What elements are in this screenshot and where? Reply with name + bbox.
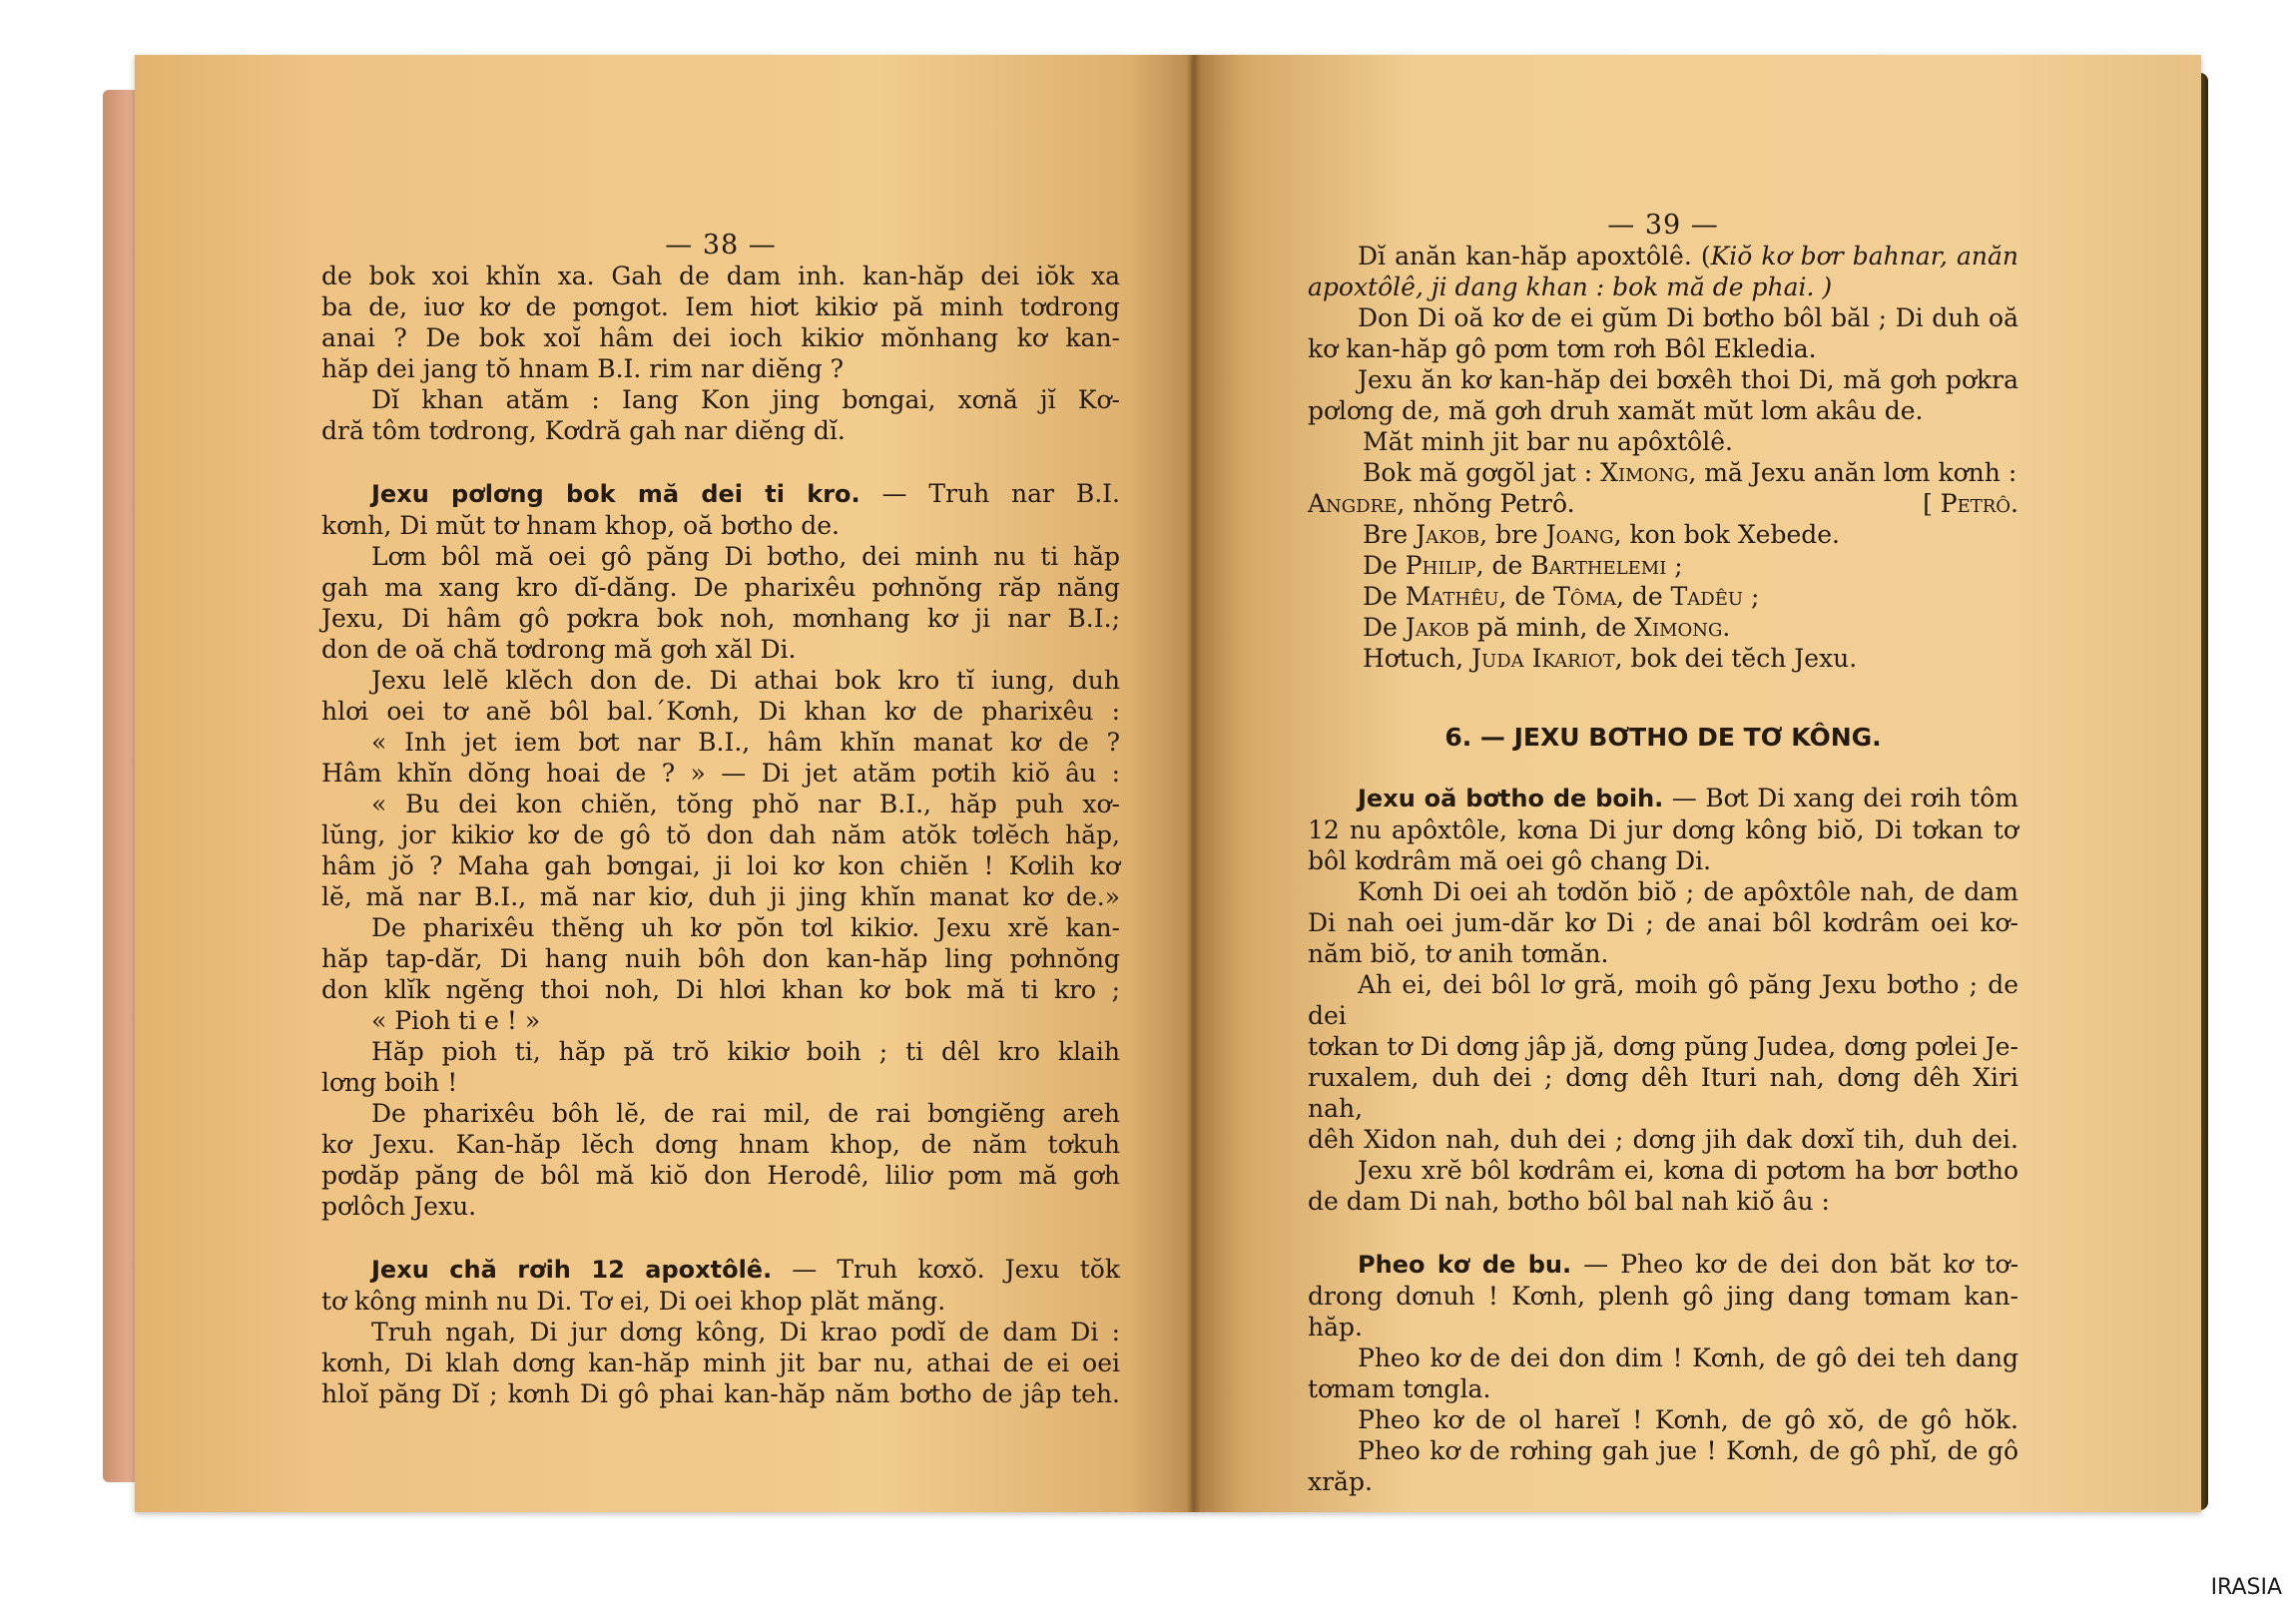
text-fragment: , nhŏng Petrô.	[1397, 489, 1575, 518]
text-fragment: Bre	[1363, 520, 1417, 549]
apostle-name: Ximong	[1600, 458, 1689, 487]
text-fragment: , de	[1475, 551, 1531, 580]
text-line: Ah ei, dei bôl lơ gră, moih gô păng Jexu bơtho ; de dei	[1308, 970, 2018, 1030]
text-line: « Inh jet iem bơt nar B.I., hâm khĭn manat kơ de ?	[371, 728, 1120, 757]
text-line: hăp dei jang tŏ hnam B.I. rim nar diĕng ?	[321, 354, 845, 383]
text-line: hlơi oei tơ anĕ bôl bal.´Kơnh, Di khan kơ de pharixêu :	[321, 697, 1120, 726]
text-line: Lơm bôl mă oei gô păng Di bơtho, dei minh nu ti hăp	[371, 542, 1120, 571]
apostle-name: Jakob	[1416, 520, 1480, 549]
section-title: Jexu pơlơng bok mă dei ti kro.	[371, 480, 861, 508]
text-line: tơ kông minh nu Di. Tơ ei, Di oei khop plăt măng.	[321, 1287, 946, 1316]
page-number-38: — 38 —	[665, 230, 777, 261]
text-line: bôl kơdrâm mă oei gô chang Di.	[1308, 846, 1712, 875]
apostle-name: Tôma	[1553, 582, 1616, 611]
text-line: Hâm khĭn dŏng hoai de ? » — Di jet atăm pơtih kiŏ âu :	[321, 759, 1120, 788]
text-line: « Bu dei kon chiĕn, tŏng phŏ nar B.I., hăp puh xơ-	[371, 790, 1120, 818]
book-gutter	[1187, 55, 1201, 1512]
text-line: — Bơt Di xang dei rơih tôm	[1663, 784, 2018, 812]
text-line	[1308, 241, 2018, 271]
text-fragment: , mă Jexu anăn lơm kơnh :	[1688, 458, 2017, 487]
text-line: pơdăp păng de bôl mă kiŏ don Herodê, liliơ pơm mă gơh	[321, 1161, 1120, 1190]
text-line: kơnh, Di klah dơng kan-hăp minh jit bar nu, athai de ei oei	[321, 1348, 1120, 1377]
text-fragment: , bok dei tĕch Jexu.	[1614, 644, 1858, 673]
right-page-text	[1308, 210, 2018, 1497]
left-page-text	[321, 230, 1120, 1409]
apostle-line	[1308, 519, 2018, 550]
text-line: kơ kan-hăp gô pơm tơm rơh Bôl Ekledia.	[1308, 334, 1817, 363]
text-line: lĕ, mă nar B.I., mă nar kiơ, duh ji jing khĭn manat kơ de.»	[321, 882, 1120, 911]
text-line: gah ma xang kro dĭ-dăng. De pharixêu pơhnŏng răp năng	[321, 573, 1120, 602]
text-line: de dam Di nah, bơtho bôl bal nah kiŏ âu :	[1308, 1187, 1830, 1216]
chapter-title: 6. — JEXU BƠTHO DE TƠ KÔNG.	[1444, 723, 1882, 752]
text-line: 12 nu apôxtôle, kơna Di jur dơng kông biŏ, Di tơkan tơ	[1308, 815, 2018, 844]
text-line: tơkan tơ Di dơng jâp jă, dơng pŭng Judea, dơng pơlei Je-	[1308, 1032, 2018, 1061]
text-line: Pheo kơ de rơhing gah jue ! Kơnh, de gô phĭ, de gô xrăp.	[1308, 1436, 2018, 1496]
text-line: anai ? De bok xoĭ hâm dei ioch kikiơ mŏnhang kơ kan-	[321, 323, 1120, 352]
apostle-line	[1308, 550, 2018, 581]
text-line: — Pheo kơ de dei don băt kơ tơ-	[1571, 1250, 2019, 1279]
text-fragment: Dĭ anăn kan-hăp apoxtôlê. (	[1358, 242, 1711, 270]
text-fragment: , kon bok Xebede.	[1613, 520, 1841, 549]
text-fragment: ;	[1666, 551, 1683, 580]
text-line: tơmam tơngla.	[1308, 1374, 1491, 1403]
text-line: drong dơnuh ! Kơnh, plenh gô jing dang tơmam kan-hăp.	[1308, 1282, 2018, 1342]
apostle-name: Joang	[1545, 520, 1614, 549]
text-line: Don Di oă kơ de ei gŭm Di bơtho bôl băl ; Di duh oă	[1358, 303, 2018, 332]
apostle-name: Juda Ikariot	[1471, 644, 1615, 673]
text-line: — Truh kơxŏ. Jexu tŏk	[772, 1255, 1120, 1284]
section-title: Jexu chă rơih 12 apoxtôlê.	[371, 1256, 773, 1284]
text-line: don klĭk ngĕng thoi noh, Di hlơi khan kơ bok mă ti kro ;	[321, 975, 1120, 1004]
text-line: hâm jŏ ? Maha gah bơngai, ji loi kơ kon chiĕn ! Kơlih kơ	[321, 851, 1120, 880]
section-paragraph	[1308, 783, 2018, 814]
text-line: Di nah oei jum-dăr kơ Di ; de anai bôl kơdrâm oei kơ-	[1308, 908, 2018, 937]
text-fragment: , bre	[1479, 520, 1546, 549]
apostle-name: Angdre	[1308, 489, 1398, 518]
text-line: dêh Xidon nah, duh dei ; dơng jih dak dơxĭ tih, duh dei.	[1308, 1125, 2018, 1154]
apostle-name: Barthelemi	[1530, 551, 1667, 580]
apostle-line	[1308, 457, 2018, 488]
text-line: De pharixêu thĕng uh kơ pŏn tơl kikiơ. Jexu xrĕ kan-	[371, 913, 1120, 942]
text-line: dră tôm tơdrong, Kơdră gah nar diĕng dĭ.	[321, 416, 846, 445]
text-line: Dĭ khan atăm : Iang Kon jing bơngai, xơnă jĭ Kơ-	[371, 385, 1120, 414]
text-line: Măt minh jit bar nu apôxtôlê.	[1363, 427, 1733, 456]
text-fragment: Hơtuch,	[1363, 644, 1471, 673]
text-line: kơ Jexu. Kan-hăp lĕch dơng hnam khop, de năm tơkuh	[321, 1130, 1120, 1159]
text-line: don de oă chă tơdrong mă gơh xăl Di.	[321, 635, 797, 664]
section-title: Pheo kơ de bu.	[1358, 1251, 1572, 1279]
text-line: Truh ngah, Di jur dơng kông, Di krao pơdĭ de dam Di :	[371, 1318, 1120, 1346]
text-line: Hăp pioh ti, hăp pă trŏ kikiơ boih ; ti dêl kro klaih	[371, 1037, 1120, 1066]
watermark-label: IRASIA	[2210, 1575, 2282, 1600]
apostle-name: Philip	[1405, 551, 1476, 580]
text-line: Pheo kơ de dei don dim ! Kơnh, de gô dei teh dang	[1358, 1343, 2018, 1372]
text-line: de bok xoi khǐn xa. Gah de dam inh. kan-hăp dei iŏk xa	[321, 262, 1120, 290]
italic-note: Kiŏ kơ bơr bahnar, anăn	[1710, 242, 2018, 270]
text-line: hăp tap-dăr, Di hang nuih bôh don kan-hăp ling pơhnŏng	[321, 944, 1120, 973]
text-line: Pheo kơ de ol hareĭ ! Kơnh, de gô xŏ, de gô hŏk.	[1358, 1405, 2018, 1434]
text-line: ruxalem, duh dei ; dơng dêh Ituri nah, dơng dêh Xiri nah,	[1308, 1063, 2018, 1123]
apostle-name: [ Petrô.	[1923, 489, 2018, 518]
text-line: ba de, iuơ kơ de pơngot. Iem hiơt kikiơ pă minh tơdrong	[321, 292, 1120, 321]
text-line: De pharixêu bôh lĕ, de rai mil, de rai bơngiĕng areh	[371, 1099, 1120, 1128]
text-line: lơng boih !	[321, 1068, 458, 1097]
apostle-line: De Mathêu, de Tôma, de Tadêu ;	[1363, 582, 1760, 611]
text-line: lŭng, jor kikiơ kơ de gô tŏ don dah năm atŏk tơlĕch hăp,	[321, 820, 1120, 849]
text-line: Jexu lelĕ klĕch don de. Di athai bok kro tĭ iung, duh	[371, 666, 1120, 695]
text-line: Kơnh Di oei ah tơdŏn biŏ ; de apôxtôle nah, de dam	[1358, 877, 2018, 906]
apostle-line: De Jakob pă minh, de Ximong.	[1363, 613, 1731, 642]
apostle-line-left	[1308, 488, 1575, 519]
apostle-line	[1308, 488, 2018, 519]
apostle-name: Jakob	[1405, 613, 1469, 642]
page-number-39: — 39 —	[1607, 210, 1719, 241]
text-line: Jexu xrĕ bôl kơdrâm ei, kơna di pơtơm ha bơr bơtho	[1358, 1156, 2018, 1185]
text-line: « Pioh ti e ! »	[371, 1006, 541, 1035]
text-line: Jexu ăn kơ kan-hăp dei bơxêh thoi Di, mă gơh pơkra	[1358, 365, 2018, 394]
text-line: Jexu, Di hâm gô pơkra bok noh, mơnhang kơ ji nar B.I.;	[321, 604, 1120, 633]
section-title: Jexu oă bơtho de boih.	[1358, 785, 1664, 812]
apostle-name: Ximong	[1634, 613, 1723, 642]
apostle-name: Tadêu	[1670, 582, 1744, 611]
text-line: hloĭ păng Dĭ ; kơnh Di gô phai kan-hăp năm bơtho de jâp teh.	[321, 1379, 1120, 1408]
section-paragraph	[1308, 1249, 2018, 1281]
text-line: — Truh nar B.I.	[860, 479, 1120, 508]
text-line: năm biŏ, tơ anih tơmăn.	[1308, 939, 1609, 968]
text-line: kơnh, Di mŭt tơ hnam khop, oă bơtho de.	[321, 511, 840, 540]
apostle-name: Mathêu	[1405, 582, 1499, 611]
text-fragment: Bok mă gơgŏl jat :	[1363, 458, 1601, 487]
apostle-line	[1308, 643, 2018, 674]
text-line: pơlơng de, mă gơh druh xamăt mŭt lơm akâu de.	[1308, 396, 1924, 425]
section-paragraph	[321, 1254, 1120, 1286]
section-paragraph	[321, 478, 1120, 510]
text-line: pơlôch Jexu.	[321, 1192, 477, 1221]
text-fragment: De	[1363, 551, 1406, 580]
italic-note: apoxtôlê, ji dang khan : bok mă de phai. )	[1308, 272, 1833, 301]
